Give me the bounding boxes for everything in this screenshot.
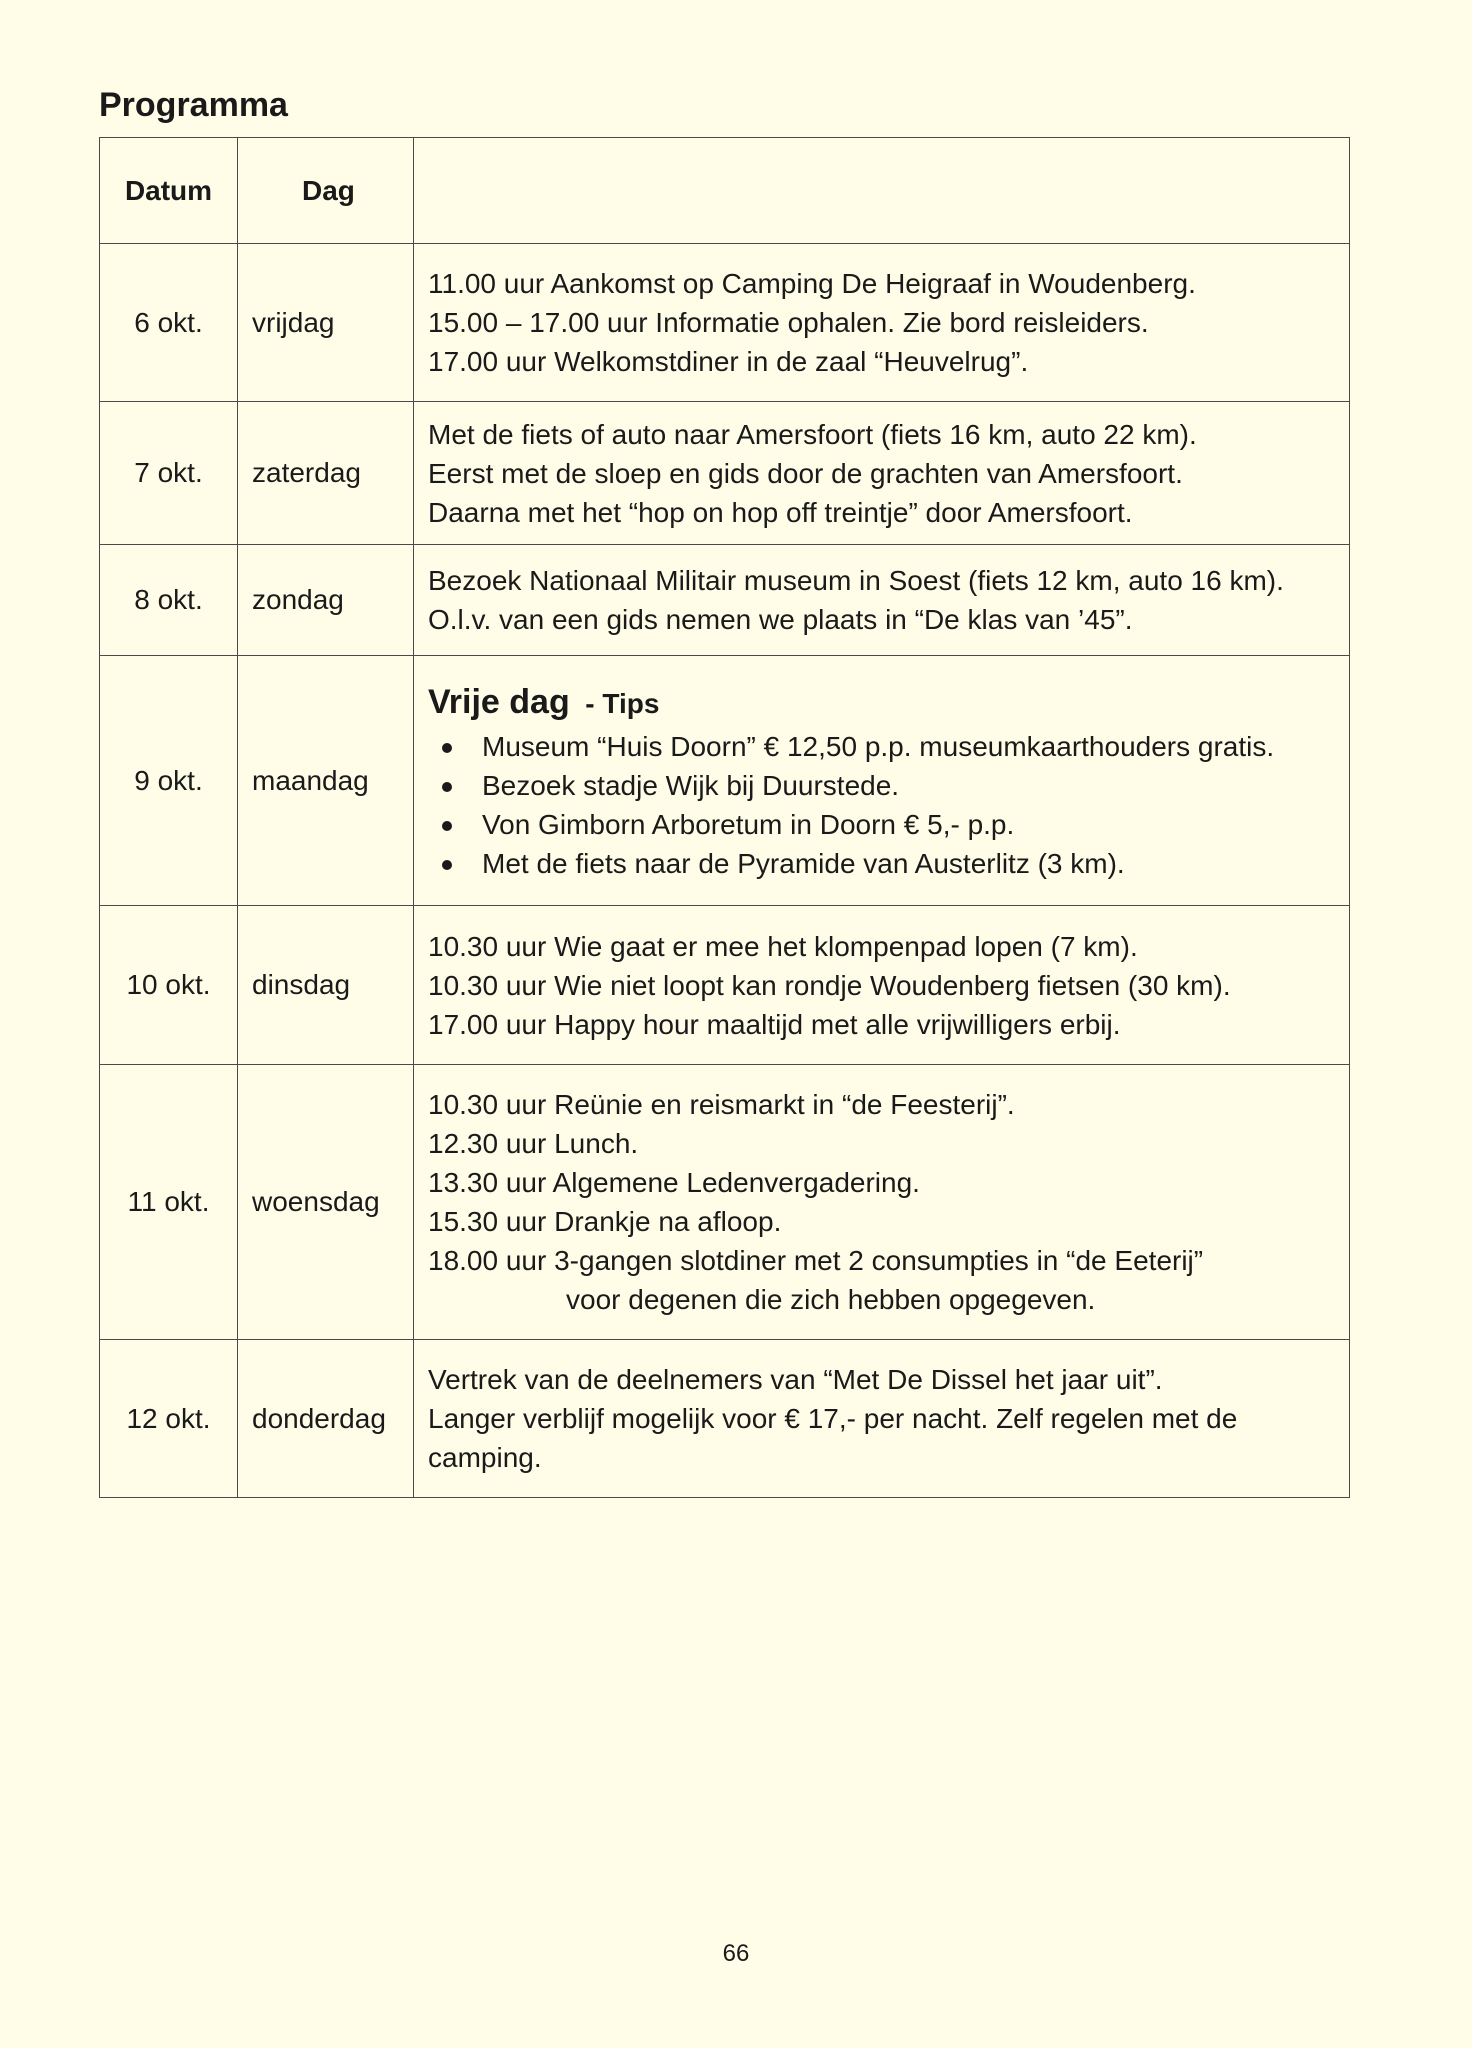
tip-item: Museum “Huis Doorn” € 12,50 p.p. museumkaarthouders gratis. bbox=[442, 727, 1337, 766]
activity-line: Daarna met het “hop on hop off treintje” door Amersfoort. bbox=[428, 496, 1133, 528]
tips-list bbox=[428, 727, 1337, 883]
row-date: 11 okt. bbox=[100, 1065, 238, 1340]
row-date: 8 okt. bbox=[100, 545, 238, 656]
header-activities bbox=[414, 138, 1350, 244]
activity-line: 10.30 uur Wie gaat er mee het klompenpad lopen (7 km). bbox=[428, 930, 1138, 962]
free-day-heading bbox=[428, 679, 1337, 727]
activity-line: Vertrek van de deelnemers van “Met De Dissel het jaar uit”. bbox=[428, 1364, 1163, 1395]
page-number: 66 bbox=[722, 1940, 750, 1967]
row-activities bbox=[414, 545, 1350, 656]
header-date: Datum bbox=[100, 138, 238, 244]
free-day-title: Vrije dag bbox=[428, 682, 570, 721]
activity-line: 11.00 uur Aankomst op Camping De Heigraaf in Woudenberg. bbox=[428, 268, 1196, 299]
activity-line: 17.00 uur Happy hour maaltijd met alle vrijwilligers erbij. bbox=[428, 1008, 1121, 1040]
activity-line: Bezoek Nationaal Militair museum in Soest (fiets 12 km, auto 16 km). bbox=[428, 565, 1284, 596]
row-date: 7 okt. bbox=[100, 402, 238, 545]
activity-line: 15.00 – 17.00 uur Informatie ophalen. Zie bord reisleiders. bbox=[428, 307, 1149, 338]
row-day: zaterdag bbox=[238, 402, 414, 545]
row-activities bbox=[414, 402, 1350, 545]
row-activities bbox=[414, 906, 1350, 1065]
row-activities bbox=[414, 244, 1350, 402]
header-day: Dag bbox=[238, 138, 414, 244]
table-row bbox=[100, 402, 1350, 545]
program-table bbox=[99, 137, 1350, 1498]
activity-line: Met de fiets of auto naar Amersfoort (fiets 16 km, auto 22 km). bbox=[428, 418, 1197, 450]
activity-line: 12.30 uur Lunch. bbox=[428, 1128, 639, 1159]
activity-line-indented: voor degenen die zich hebben opgegeven. bbox=[566, 1284, 1096, 1315]
row-activities bbox=[414, 1065, 1350, 1340]
row-day: woensdag bbox=[238, 1065, 414, 1340]
row-date: 10 okt. bbox=[100, 906, 238, 1065]
row-date: 6 okt. bbox=[100, 244, 238, 402]
row-day: zondag bbox=[238, 545, 414, 656]
activity-line-wrapped: Langer verblijf mogelijk voor € 17,- per nacht. Zelf regelen met de camping. bbox=[428, 1403, 1238, 1473]
table-row bbox=[100, 1340, 1350, 1498]
row-date: 9 okt. bbox=[100, 656, 238, 906]
activity-line: 17.00 uur Welkomstdiner in de zaal “Heuvelrug”. bbox=[428, 346, 1029, 377]
row-activities bbox=[414, 656, 1350, 906]
activity-line: 10.30 uur Reünie en reismarkt in “de Feesterij”. bbox=[428, 1089, 1015, 1120]
row-day: donderdag bbox=[238, 1340, 414, 1498]
tip-item: Von Gimborn Arboretum in Doorn € 5,- p.p. bbox=[442, 805, 1337, 844]
tip-item: Met de fiets naar de Pyramide van Austerlitz (3 km). bbox=[442, 844, 1337, 883]
table-row bbox=[100, 545, 1350, 656]
table-row bbox=[100, 244, 1350, 402]
tip-item: Bezoek stadje Wijk bij Duurstede. bbox=[442, 766, 1337, 805]
table-row bbox=[100, 906, 1350, 1065]
free-day-suffix: - Tips bbox=[585, 687, 660, 719]
activity-line: Eerst met de sloep en gids door de grachten van Amersfoort. bbox=[428, 457, 1183, 489]
activity-line: 18.00 uur 3-gangen slotdiner met 2 consumpties in “de Eeterij” bbox=[428, 1245, 1204, 1276]
table-header-row bbox=[100, 138, 1350, 244]
table-row bbox=[100, 656, 1350, 906]
row-day: vrijdag bbox=[238, 244, 414, 402]
activity-line: 15.30 uur Drankje na afloop. bbox=[428, 1206, 782, 1237]
row-date: 12 okt. bbox=[100, 1340, 238, 1498]
activity-line: O.l.v. van een gids nemen we plaats in “De klas van ’45”. bbox=[428, 604, 1133, 635]
row-day: dinsdag bbox=[238, 906, 414, 1065]
row-day: maandag bbox=[238, 656, 414, 906]
activity-line: 13.30 uur Algemene Ledenvergadering. bbox=[428, 1167, 920, 1198]
activity-line: 10.30 uur Wie niet loopt kan rondje Woudenberg fietsen (30 km). bbox=[428, 969, 1231, 1001]
page-title: Programma bbox=[99, 86, 288, 124]
table-row bbox=[100, 1065, 1350, 1340]
row-activities bbox=[414, 1340, 1350, 1498]
